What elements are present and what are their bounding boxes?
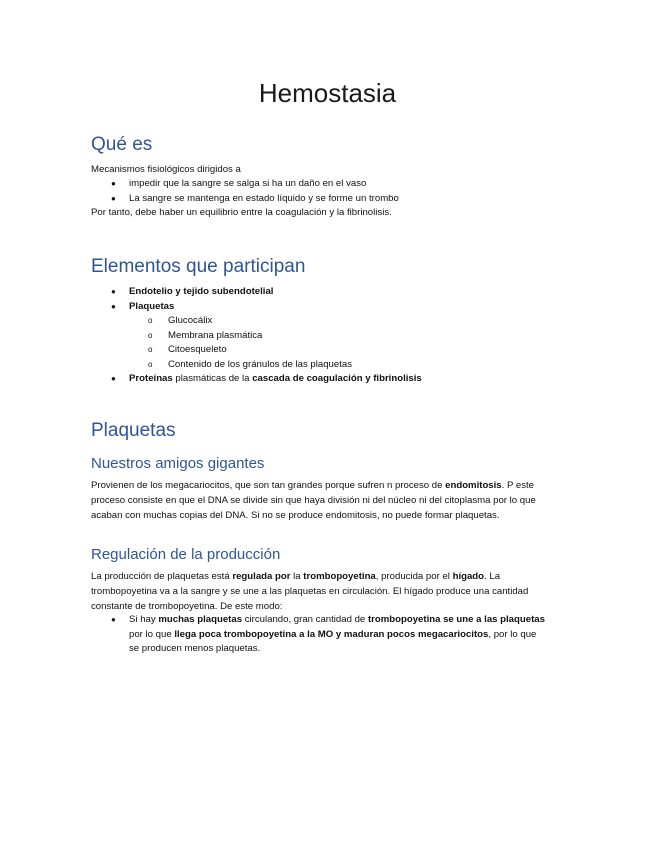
circle-bullet-icon: o xyxy=(148,316,153,325)
que-es-intro: Mecanismos fisiológicos dirigidos a xyxy=(91,164,241,175)
paragraph-megacariocitos: Provienen de los megacariocitos, que son tan grandes porque sufren n proceso de endomitosis. P este proceso consiste en que el DNA se divide sin que haya división ni del núcleo ni del citoplasma por lo que acaban con muchas copias del DNA. Si no se produce endomitosis, no puede formar plaquetas. xyxy=(91,480,536,521)
sub-list-item: o Membrana plasmática xyxy=(0,329,422,344)
bullet-icon: ● xyxy=(111,179,116,188)
heading-nuestros-amigos: Nuestros amigos gigantes xyxy=(91,455,265,472)
bullet-icon: ● xyxy=(111,301,116,311)
bullet-icon: ● xyxy=(111,374,116,383)
list-item: ● Endotelio y tejido subendotelial xyxy=(0,285,422,300)
heading-elementos: Elementos que participan xyxy=(91,256,306,277)
heading-plaquetas: Plaquetas xyxy=(91,420,176,441)
bullet-icon: ● xyxy=(111,615,116,624)
regulacion-list xyxy=(0,613,549,657)
heading-regulacion: Regulación de la producción xyxy=(91,546,281,563)
paragraph-regulacion: La producción de plaquetas está regulada por la trombopoyetina, producida por el hígado. La trombopoyetina va a la sangre y se une a las plaquetas en circulación. El hígado produce una cantidad constante de trombopoyetina. De este modo: xyxy=(91,571,529,612)
list-item: ● Plaquetas xyxy=(0,300,422,315)
que-es-list xyxy=(0,177,399,206)
list-item: ● La sangre se mantenga en estado líquido y se forme un trombo xyxy=(0,192,399,207)
list-item: ● Proteínas plasmáticas de la cascada de coagulación y fibrinolisis xyxy=(0,372,422,387)
que-es-conclusion: Por tanto, debe haber un equilibrio entre la coagulación y la fibrinolisis. xyxy=(91,207,392,218)
page-title: Hemostasia xyxy=(258,78,397,108)
circle-bullet-icon: o xyxy=(148,330,153,340)
heading-que-es: Qué es xyxy=(91,134,153,155)
sub-list-item: o Contenido de los gránulos de las plaquetas xyxy=(0,358,422,373)
bullet-icon: ● xyxy=(111,193,116,203)
circle-bullet-icon: o xyxy=(148,359,153,369)
sub-list-item: o Glucocálix xyxy=(0,314,422,329)
list-item: ● impedir que la sangre se salga si ha un daño en el vaso xyxy=(0,177,399,192)
bullet-icon: ● xyxy=(111,287,116,296)
elementos-list xyxy=(0,285,422,387)
circle-bullet-icon: o xyxy=(148,345,153,354)
list-item: ● Si hay muchas plaquetas circulando, gran cantidad de trombopoyetina se une a las plaquetas por lo que llega poca trombopoyetina a la MO y maduran pocos megacariocitos, por lo que se producen menos plaquetas. xyxy=(111,614,545,654)
sub-list-item: o Citoesqueleto xyxy=(0,343,422,358)
